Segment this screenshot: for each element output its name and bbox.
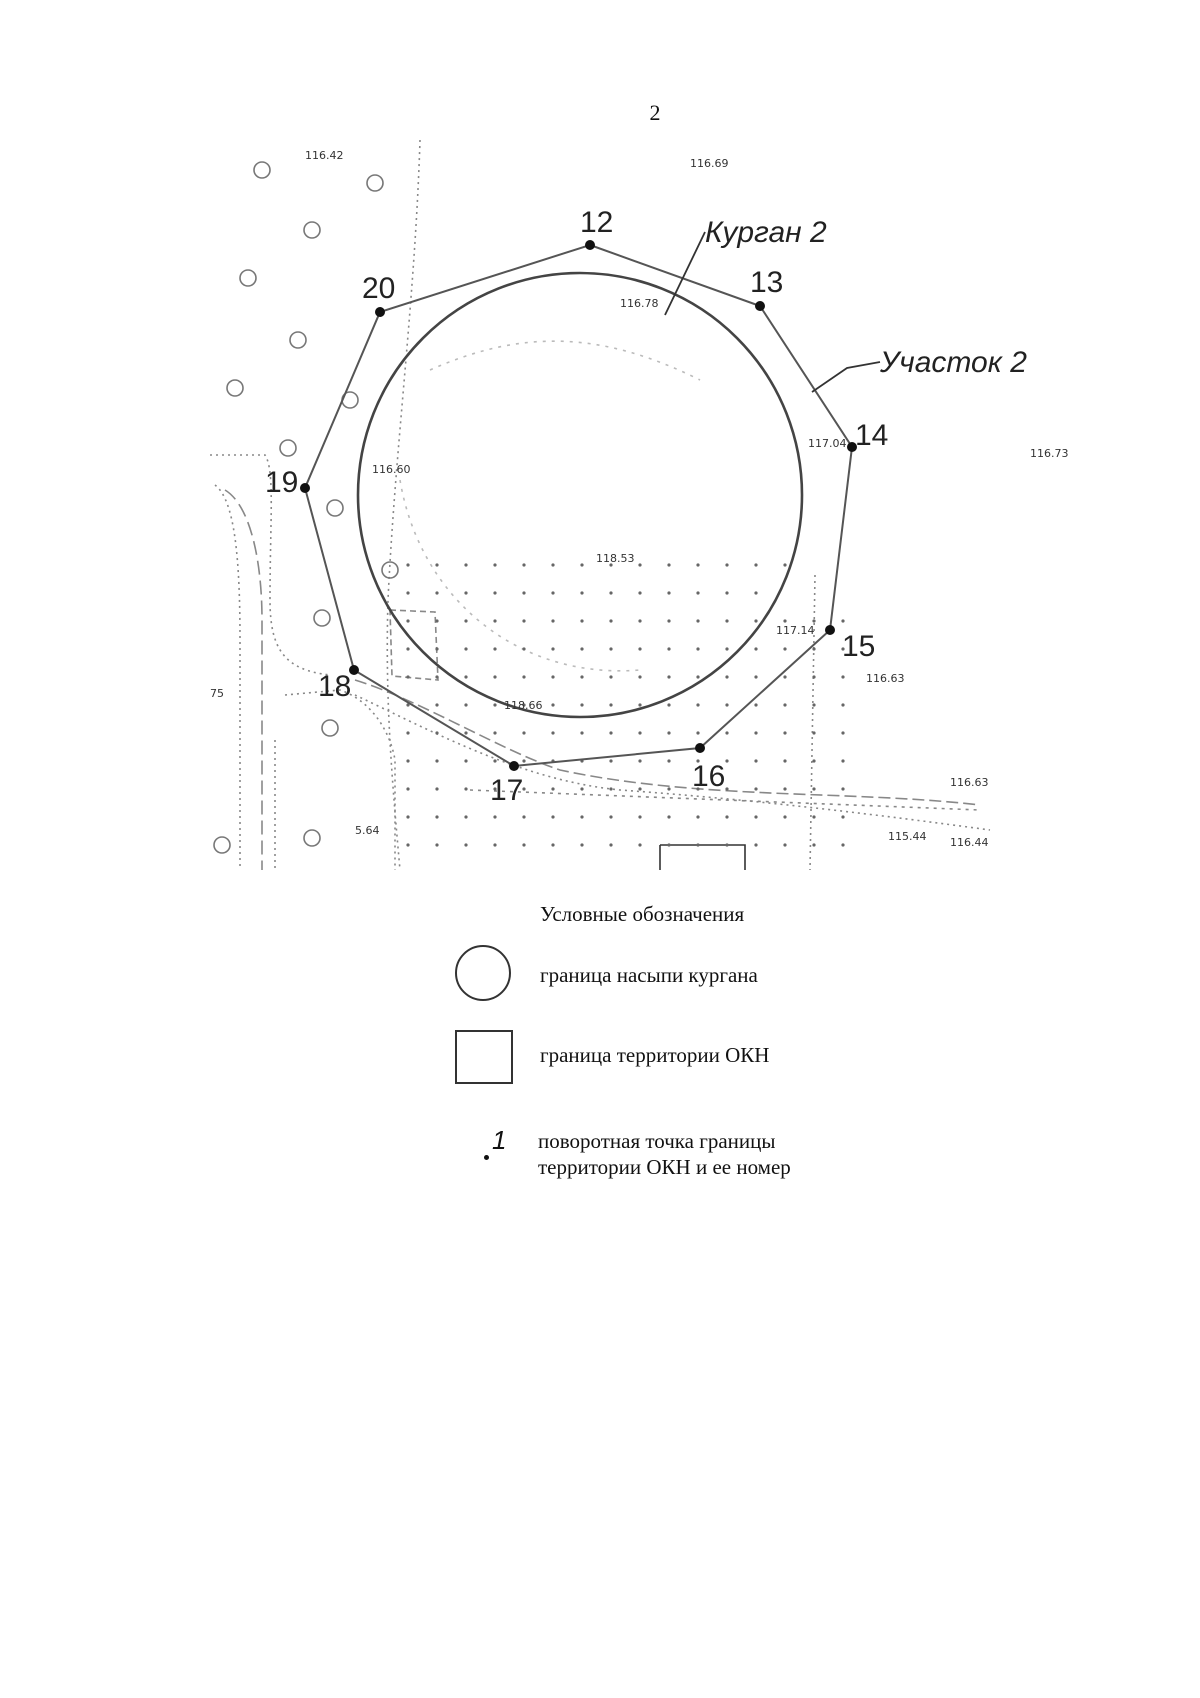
vegetation-dot [725,619,728,622]
point-icon [478,1125,518,1165]
vegetation-dot [638,675,641,678]
vegetation-dot [406,647,409,650]
elevation-mark: 118.53 [596,552,635,565]
vegetation-dot [464,787,467,790]
vegetation-dot [493,675,496,678]
vegetation-dot [754,815,757,818]
elevation-mark: 116.78 [620,297,659,310]
vegetation-dot [725,703,728,706]
vegetation-dot [638,731,641,734]
vegetation-dot [696,703,699,706]
vegetation-dot [696,619,699,622]
vegetation-dot [754,619,757,622]
vegetation-dot [696,647,699,650]
elevation-mark: 5.64 [355,824,380,837]
vegetation-dot [464,563,467,566]
vegetation-dot [783,703,786,706]
vegetation-dot [812,703,815,706]
vegetation-dot [435,591,438,594]
vegetation-dot [725,815,728,818]
vegetation-dot [406,563,409,566]
vegetation-dot [580,731,583,734]
point-label-13: 13 [750,266,784,299]
vegetation-dot [609,731,612,734]
vegetation-dot [696,675,699,678]
vegetation-dot [580,563,583,566]
legend-item-mound-boundary: граница насыпи кургана [540,963,758,987]
vegetation-dot [841,619,844,622]
vegetation-dot [464,647,467,650]
vegetation-dot [609,815,612,818]
elevation-mark: 116.73 [1030,447,1069,460]
vegetation-dot [406,815,409,818]
vegetation-dot [522,591,525,594]
vegetation-dot [522,675,525,678]
vegetation-dot [609,759,612,762]
vegetation-dot [841,675,844,678]
legend-item-turning-point-line2: территории ОКН и ее номер [538,1155,791,1179]
vegetation-dot [841,759,844,762]
vegetation-dot [638,591,641,594]
boundary-point-13 [755,301,765,311]
vegetation-dot [551,731,554,734]
point-number: 1 [492,1125,507,1155]
vegetation-dot [667,815,670,818]
vegetation-dot [609,703,612,706]
vegetation-dot [696,591,699,594]
elevation-mark: 117.04 [808,437,847,450]
vegetation-dot [406,591,409,594]
vegetation-dot [522,815,525,818]
vegetation-dot [580,675,583,678]
vegetation-dot [638,563,641,566]
vegetation-dot [754,787,757,790]
vegetation-dot [754,703,757,706]
circle-icon [455,945,511,1001]
vegetation-dot [580,619,583,622]
vegetation-dot [754,563,757,566]
boundary-points [300,240,857,771]
vegetation-dot [406,787,409,790]
vegetation-dot [580,787,583,790]
vegetation-dot [493,619,496,622]
vegetation-dot [493,563,496,566]
vegetation-dot [841,843,844,846]
vegetation-dot [406,619,409,622]
uchastok-leader-line [812,362,880,392]
vegetation-dot [464,759,467,762]
vegetation-dot [609,647,612,650]
vegetation-dot [812,675,815,678]
vegetation-dot [638,647,641,650]
point-label-19: 19 [265,466,299,499]
vegetation-dot [551,703,554,706]
vegetation-dot [754,591,757,594]
vegetation-dot [493,591,496,594]
vegetation-dot [464,843,467,846]
vegetation-dot [725,759,728,762]
uchastok-label: Участок 2 [880,346,1027,379]
vegetation-dot [812,731,815,734]
square-icon [455,1030,513,1084]
vegetation-dot [551,787,554,790]
vegetation-dot [696,563,699,566]
vegetation-dot [783,675,786,678]
vegetation-dot [580,843,583,846]
vegetation-dot [667,731,670,734]
vegetation-dot [464,619,467,622]
vegetation-dot [812,815,815,818]
point-label-16: 16 [692,760,726,793]
vegetation-dot [435,759,438,762]
vegetation-dot [841,731,844,734]
vegetation-dot [638,759,641,762]
point-label-18: 18 [318,670,352,703]
legend-title: Условные обозначения [540,902,745,926]
vegetation-dot [435,675,438,678]
vegetation-dot [725,563,728,566]
vegetation-dot [754,759,757,762]
vegetation-dot [464,815,467,818]
page-number: 2 [649,100,661,125]
vegetation-dot [783,647,786,650]
vegetation-dot [435,815,438,818]
vegetation-dot [609,675,612,678]
vegetation-dot [580,815,583,818]
elevation-mark: 116.60 [372,463,411,476]
elevation-mark: 115.44 [888,830,927,843]
vegetation-dot [667,619,670,622]
vegetation-dot [667,787,670,790]
vegetation-dot [551,675,554,678]
boundary-point-12 [585,240,595,250]
vegetation-dot [725,647,728,650]
point-label-14: 14 [855,419,889,452]
vegetation-dot [406,731,409,734]
vegetation-dot [667,647,670,650]
elevation-mark: 118.66 [504,699,543,712]
vegetation-dot [667,759,670,762]
vegetation-dot [783,787,786,790]
vegetation-dot [551,619,554,622]
vegetation-dot [667,675,670,678]
vegetation-dot [609,591,612,594]
vegetation-dot [609,843,612,846]
vegetation-dot [783,759,786,762]
vegetation-dot [551,843,554,846]
point-dot [484,1155,489,1160]
vegetation-dot [638,619,641,622]
vegetation-dot [464,731,467,734]
vegetation-dot [435,843,438,846]
vegetation-dot [551,591,554,594]
elevation-mark: 117.14 [776,624,815,637]
vegetation-dot [580,591,583,594]
elevation-mark: 116.69 [690,157,729,170]
vegetation-dot [435,787,438,790]
vegetation-dot [783,563,786,566]
boundary-point-15 [825,625,835,635]
vegetation-dot [493,703,496,706]
vegetation-dot [493,759,496,762]
vegetation-dot [667,703,670,706]
boundary-point-19 [300,483,310,493]
elevation-mark: 116.63 [866,672,905,685]
boundary-point-17 [509,761,519,771]
kurgan-label: Курган 2 [705,216,827,249]
vegetation-dot [638,703,641,706]
vegetation-dot [464,675,467,678]
vegetation-dot [493,843,496,846]
vegetation-dot [638,815,641,818]
vegetation-dot [435,647,438,650]
vegetation-dot [435,703,438,706]
vegetation-dot [754,731,757,734]
point-label-20: 20 [362,272,396,305]
vegetation-dot [522,619,525,622]
vegetation-dot [638,787,641,790]
point-label-17: 17 [490,774,524,807]
vegetation-dot [696,843,699,846]
point-label-15: 15 [842,630,876,663]
vegetation-dot [841,815,844,818]
vegetation-dot [435,563,438,566]
vegetation-dot [725,843,728,846]
vegetation-dot [522,759,525,762]
boundary-point-16 [695,743,705,753]
vegetation-dot [725,787,728,790]
vegetation-dot [783,619,786,622]
vegetation-dot [812,619,815,622]
vegetation-dot [609,787,612,790]
vegetation-dot [493,815,496,818]
legend-item-turning-point [538,1128,898,1180]
vegetation-dot [493,647,496,650]
vegetation-dot [522,647,525,650]
elevation-mark: 116.44 [950,836,989,849]
elevation-mark: 116.42 [305,149,344,162]
vegetation-dot [406,843,409,846]
vegetation-dot [522,843,525,846]
vegetation-dot [754,843,757,846]
vegetation-dot [609,619,612,622]
vegetation-dot [783,843,786,846]
vegetation-dot [435,731,438,734]
vegetation-dot [638,843,641,846]
vegetation-dot [725,675,728,678]
vegetation-dot [464,703,467,706]
vegetation-dot [783,815,786,818]
vegetation-dot [406,675,409,678]
vegetation-dot [551,563,554,566]
vegetation-dot [696,815,699,818]
elevation-mark: 116.63 [950,776,989,789]
legend-item-okn-boundary: граница территории ОКН [540,1043,770,1067]
vegetation-dot [841,703,844,706]
vegetation-dot [522,731,525,734]
kurgan-boundary [358,273,802,717]
vegetation-dot [493,731,496,734]
vegetation-dot [522,563,525,566]
okn-territory-boundary [305,245,852,766]
vegetation-dot [551,815,554,818]
vegetation-dot [725,591,728,594]
vegetation-dot [406,759,409,762]
vegetation-dot [667,591,670,594]
vegetation-dot [754,675,757,678]
vegetation-dot [812,759,815,762]
vegetation-dot [667,843,670,846]
point-label-12: 12 [580,206,614,239]
legend-item-turning-point-line1: поворотная точка границы [538,1129,776,1153]
vegetation-dot [667,563,670,566]
boundary-point-20 [375,307,385,317]
vegetation-dot [812,787,815,790]
vegetation-dots [406,563,844,846]
vegetation-dot [754,647,757,650]
vegetation-dot [841,787,844,790]
vegetation-dot [435,619,438,622]
vegetation-dot [812,843,815,846]
vegetation-dot [464,591,467,594]
vegetation-dot [783,731,786,734]
vegetation-dot [696,731,699,734]
vegetation-dot [812,647,815,650]
vegetation-dot [580,647,583,650]
vegetation-dot [725,731,728,734]
vegetation-dot [551,647,554,650]
vegetation-dot [580,703,583,706]
elevation-mark: 75 [210,687,224,700]
